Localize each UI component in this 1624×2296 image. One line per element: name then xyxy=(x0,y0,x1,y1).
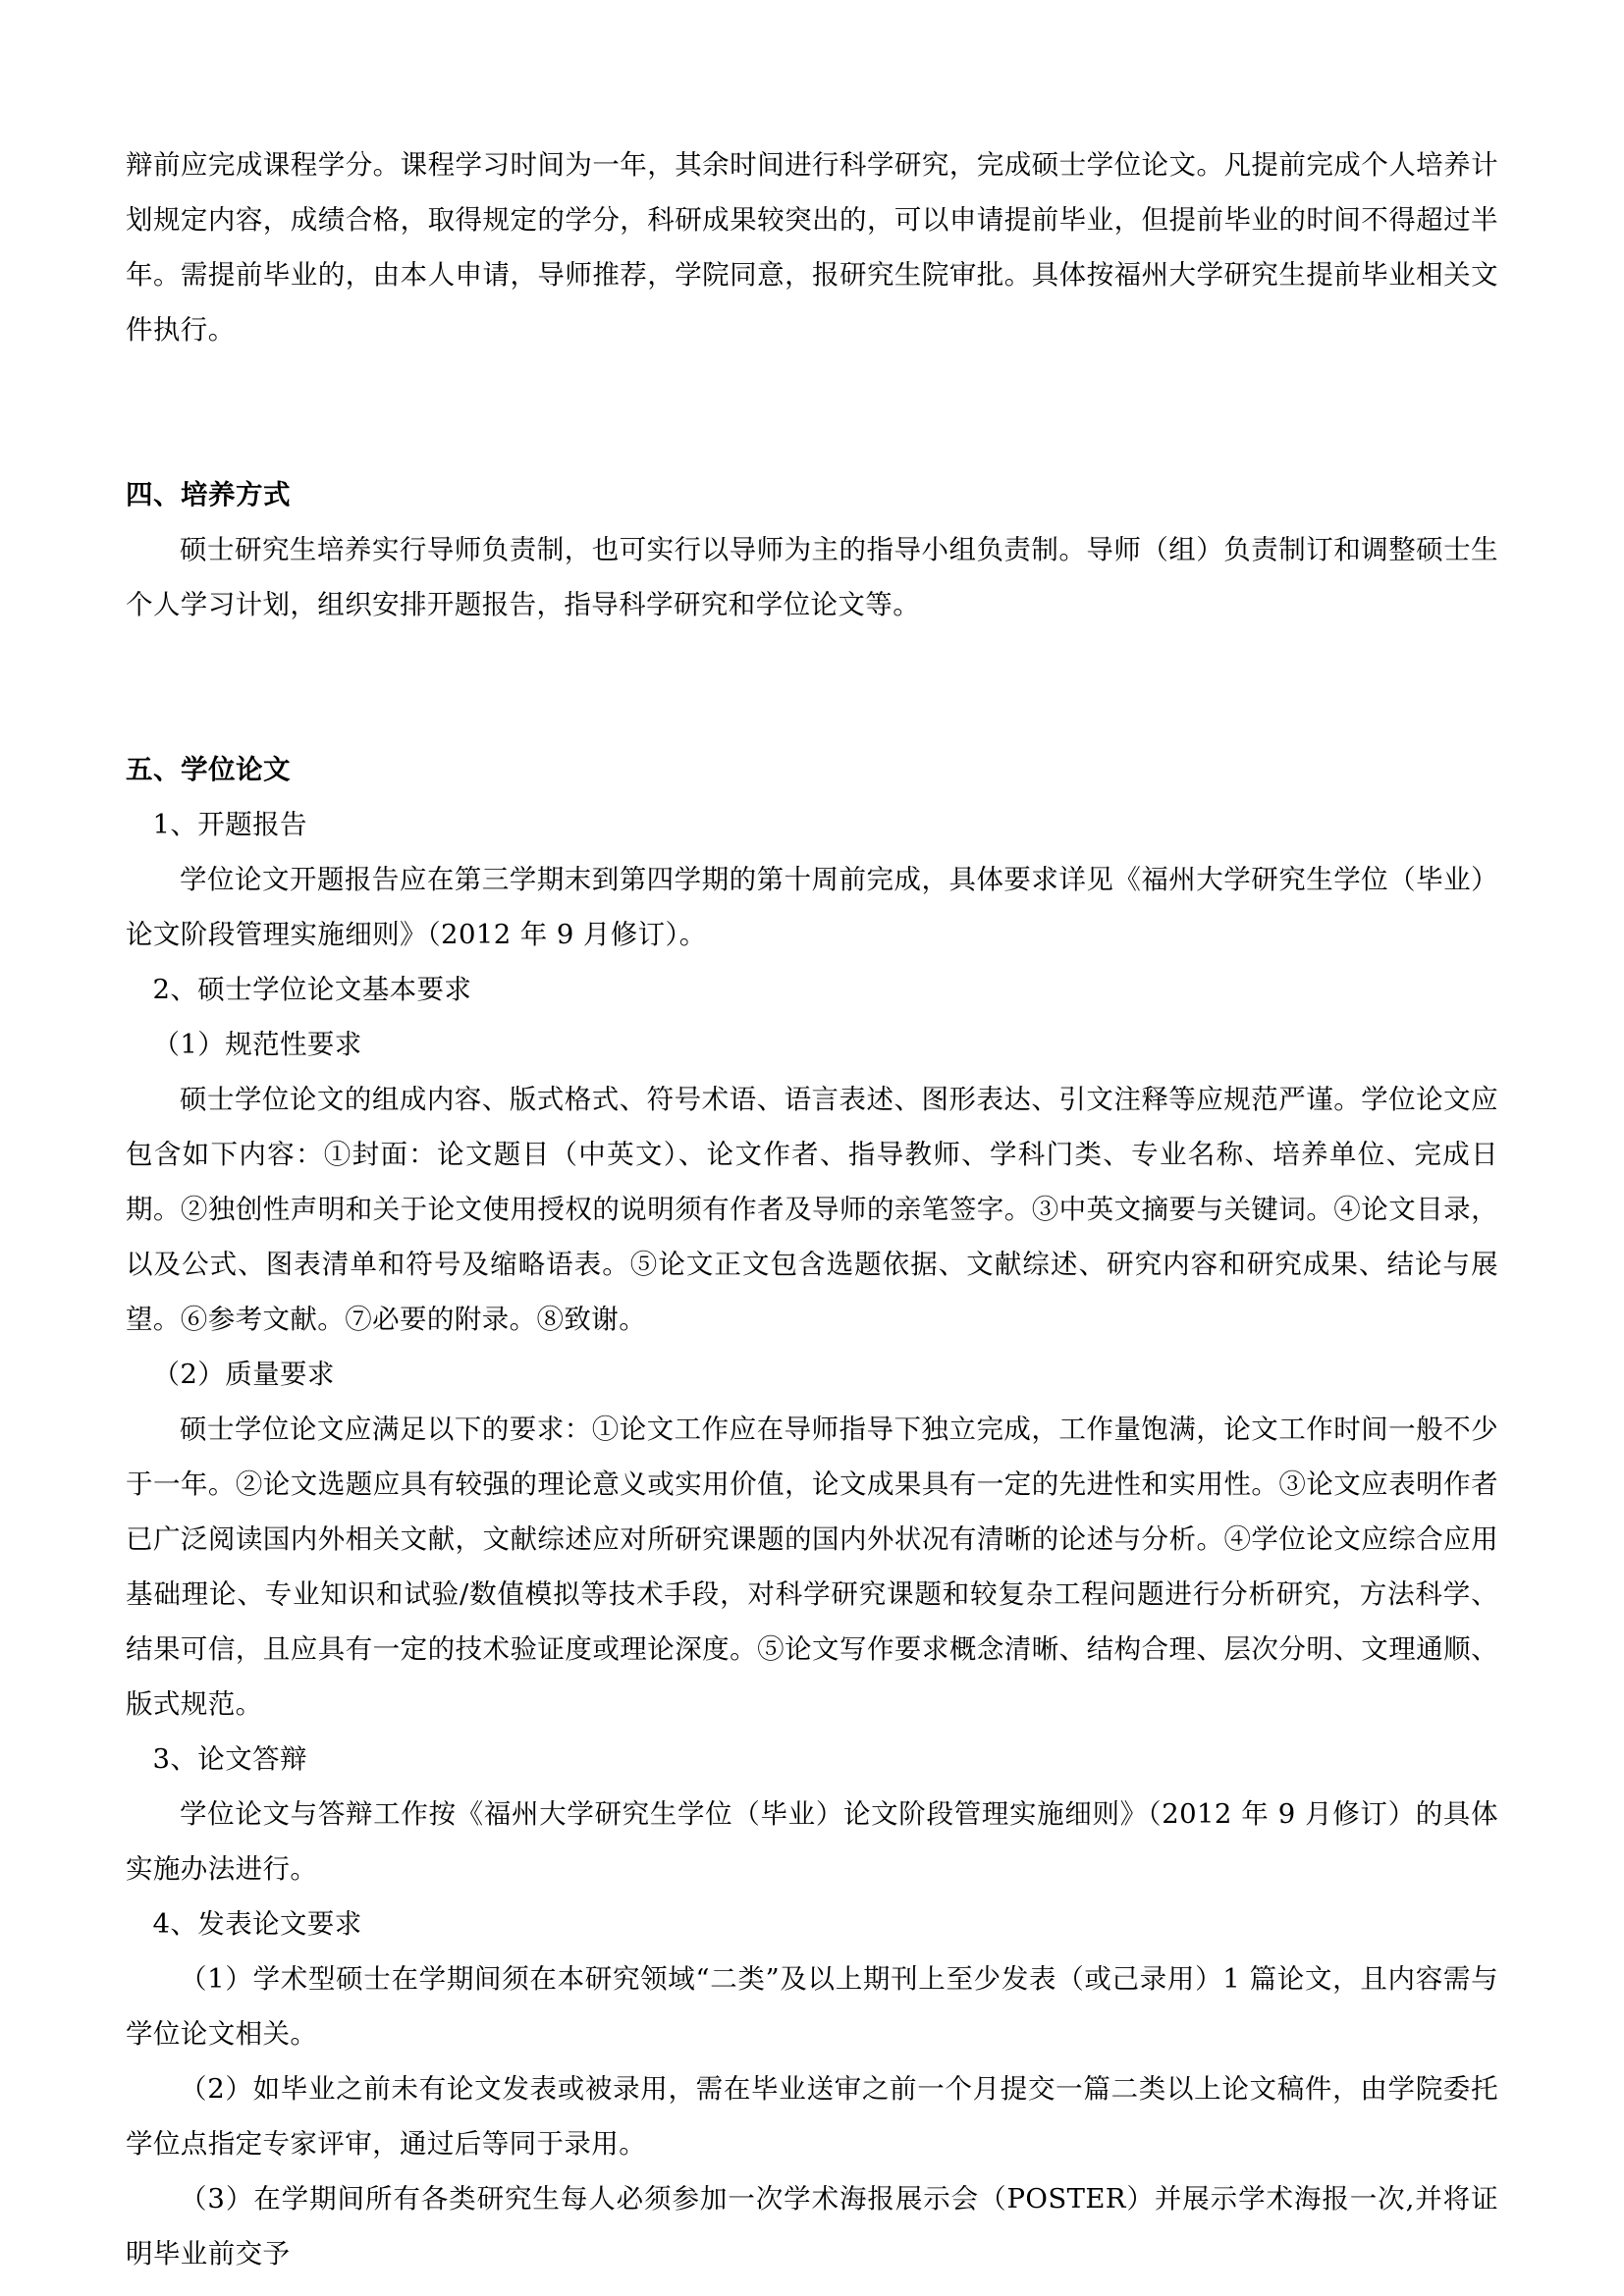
sub-heading-quality-requirements: （2）质量要求 xyxy=(152,1359,335,1390)
paragraph-thesis-defense: 学位论文与答辩工作按《福州大学研究生学位（毕业）论文阶段管理实施细则》（2012 年 9 月修订）的具体实施办法进行。 xyxy=(126,1798,1498,1885)
sub-heading-thesis-basic-requirements: 2、硕士学位论文基本要求 xyxy=(152,974,472,1005)
sub-heading-thesis-defense: 3、论文答辩 xyxy=(152,1743,307,1775)
paragraph-normative-requirements: 硕士学位论文的组成内容、版式格式、符号术语、语言表述、图形表达、引文注释等应规范严谨。学位论文应包含如下内容：①封面：论文题目（中英文）、论文作者、指导教师、学科门类、专业名称、培养单位、完成日期。②独创性声明和关于论文使用授权的说明须有作者及导师的亲笔签字。③中英文摘要与关键词。④论文目录，以及公式、图表清单和符号及缩略语表。⑤论文正文包含选题依据、文献综述、研究内容和研究成果、结论与展望。⑥参考文献。⑦必要的附录。⑧致谢。 xyxy=(126,1084,1498,1335)
section-heading-training-method: 四、培养方式 xyxy=(126,479,291,510)
document-body xyxy=(126,137,1498,2281)
paragraph-publication-requirement-1: （1）学术型硕士在学期间须在本研究领域“二类”及以上期刊上至少发表（或己录用）1 篇论文，且内容需与学位论文相关。 xyxy=(126,1963,1498,2050)
sub-heading-proposal-report: 1、开题报告 xyxy=(152,809,307,840)
paragraph-quality-requirements: 硕士学位论文应满足以下的要求：①论文工作应在导师指导下独立完成，工作量饱满，论文工作时间一般不少于一年。②论文选题应具有较强的理论意义或实用价值，论文成果具有一定的先进性和实用性。③论文应表明作者已广泛阅读国内外相关文献，文献综述应对所研究课题的国内外状况有清晰的论述与分析。④学位论文应综合应用基础理论、专业知识和试验/数值模拟等技术手段，对科学研究课题和较复杂工程问题进行分析研究，方法科学、结果可信，且应具有一定的技术验证度或理论深度。⑤论文写作要求概念清晰、结构合理、层次分明、文理通顺、版式规范。 xyxy=(126,1414,1498,1720)
sub-heading-publication-requirements: 4、发表论文要求 xyxy=(152,1908,362,1940)
paragraph-proposal-report: 学位论文开题报告应在第三学期末到第四学期的第十周前完成，具体要求详见《福州大学研究生学位（毕业）论文阶段管理实施细则》（2012 年 9 月修订）。 xyxy=(126,864,1498,950)
paragraph-publication-requirement-3: （3）在学期间所有各类研究生每人必须参加一次学术海报展示会（POSTER）并展示学术海报一次,并将证明毕业前交予 xyxy=(126,2183,1498,2269)
section-heading-degree-thesis: 五、学位论文 xyxy=(126,754,291,785)
spacer-before-section-5 xyxy=(126,632,1498,742)
paragraph-graduation-continued: 辩前应完成课程学分。课程学习时间为一年，其余时间进行科学研究，完成硕士学位论文。凡提前完成个人培养计划规定内容，成绩合格，取得规定的学分，科研成果较突出的，可以申请提前毕业，但提前毕业的时间不得超过半年。需提前毕业的，由本人申请，导师推荐，学院同意，报研究生院审批。具体按福州大学研究生提前毕业相关文件执行。 xyxy=(126,149,1498,346)
paragraph-training-method: 硕士研究生培养实行导师负责制，也可实行以导师为主的指导小组负责制。导师（组）负责制订和调整硕士生个人学习计划，组织安排开题报告，指导科学研究和学位论文等。 xyxy=(126,534,1498,620)
paragraph-publication-requirement-2: （2）如毕业之前未有论文发表或被录用，需在毕业送审之前一个月提交一篇二类以上论文稿件，由学院委托学位点指定专家评审，通过后等同于录用。 xyxy=(126,2073,1498,2160)
sub-heading-normative-requirements: （1）规范性要求 xyxy=(152,1029,362,1060)
spacer-before-section-4 xyxy=(126,357,1498,467)
